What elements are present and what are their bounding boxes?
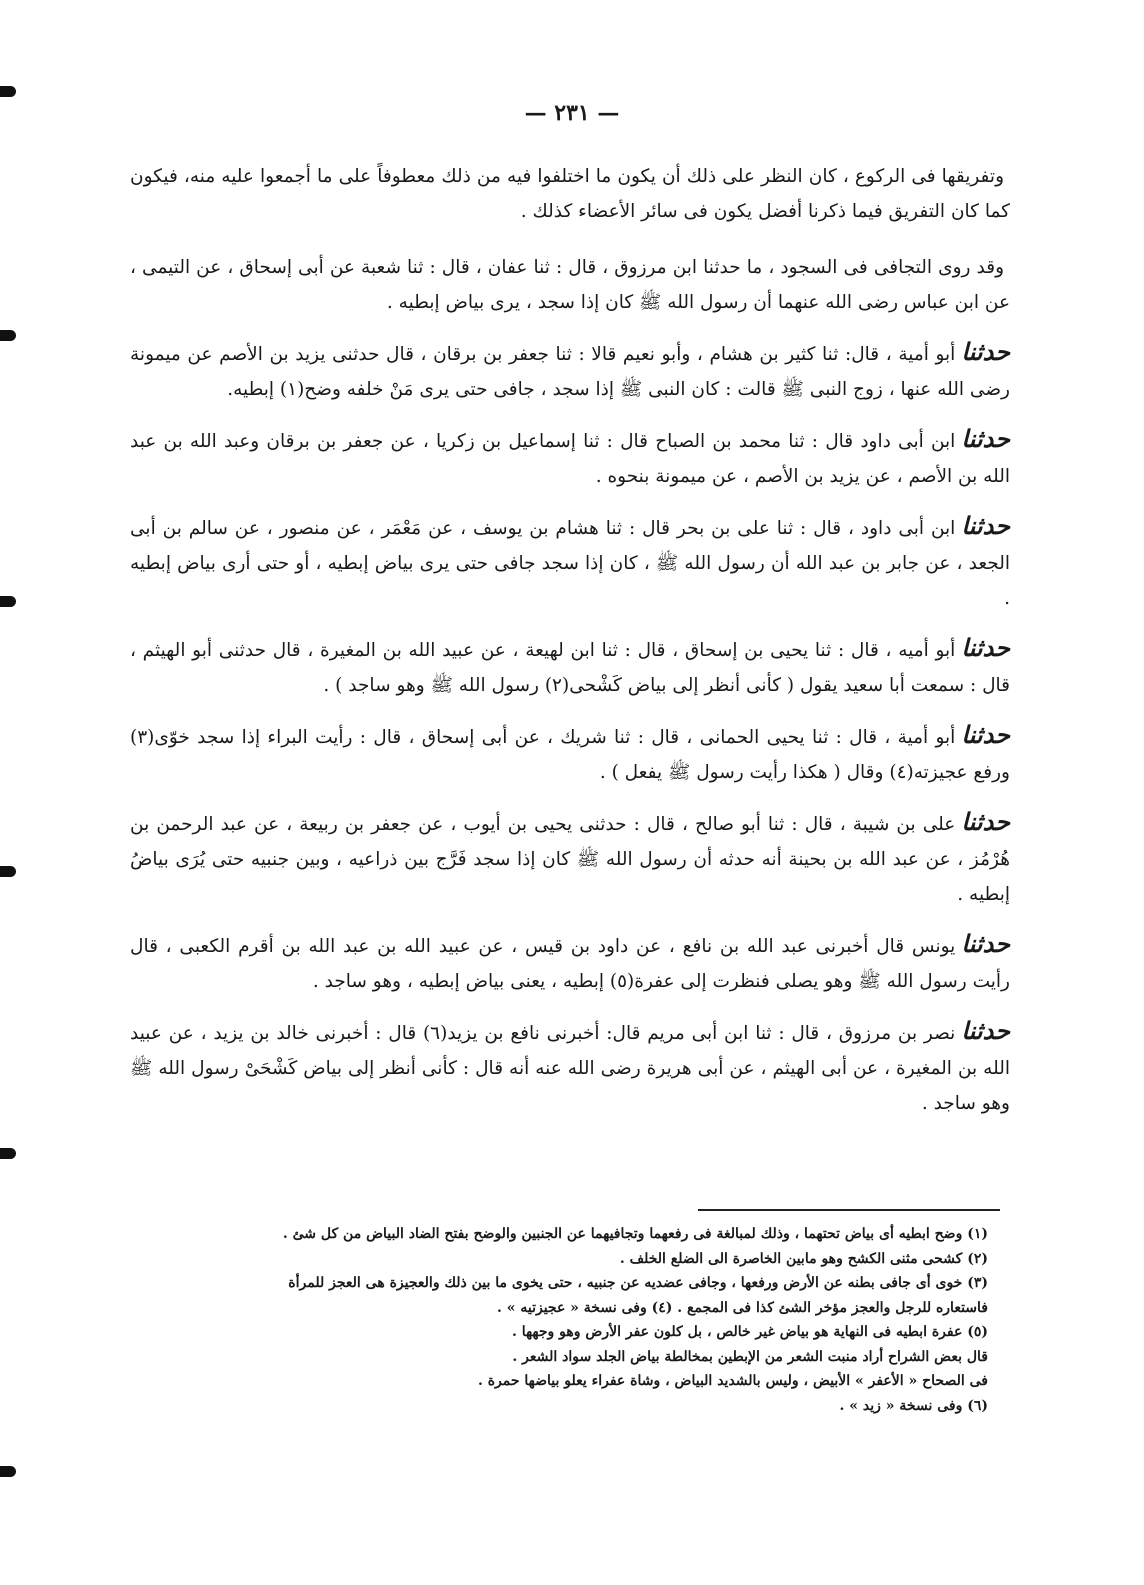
- paragraph-text: وتفريقها فى الركوع ، كان النظر على ذلك أن يكون ما اختلفوا فيه من ذلك معطوفاً على ما أجمعوا عليه منه، فيكون كما كان التفريق فيما ذكرنا أفضل يكون فى سائر الأعضاء كذلك .: [130, 166, 1010, 222]
- paragraph-text: وقد روى التجافى فى السجود ، ما حدثنا ابن مرزوق ، قال : ثنا عفان ، قال : ثنا شعبة عن أبى إسحاق ، عن التيمى ، عن ابن عباس رضى الله عنهما أن رسول الله ﷺ كان إذا سجد ، يرى بياض إبطيه .: [130, 257, 1010, 313]
- scan-edge-mark: [0, 1148, 16, 1159]
- paragraph-text: نصر بن مرزوق ، قال : ثنا ابن أبى مريم قال: أخبرنى نافع بن يزيد(٦) قال : أخبرنى خالد بن يزيد ، عن عبيد الله بن المغيرة ، عن أبى الهيثم ، عن أبى هريرة رضى الله عنه أنه قال : كأنى أنظر إلى بياض كَشْحَىْ رسول الله ﷺ وهو ساجد .: [130, 1023, 1010, 1114]
- footnote: (٣) خوى أى جافى بطنه عن الأرض ورفعها ، وجافى عضديه عن جنبيه ، حتى يخوى ما بين ذلك والعجيزة هى العجز للمرأة: [288, 1275, 988, 1291]
- footnote: (٥) عفرة ابطيه فى النهاية هو بياض غير خالص ، بل كلون عفر الأرض وهو وجهها .: [511, 1324, 988, 1340]
- footnote: (٦) وفى نسخة « زيد » .: [839, 1397, 988, 1414]
- paragraph-text: على بن شيبة ، قال : ثنا أبو صالح ، قال : حدثنى يحيى بن أيوب ، عن جعفر بن ربيعة ، عن عبد الرحمن بن هُرْمُز ، عن عبد الله بن بحينة أنه حدثه أن رسول الله ﷺ كان إذا سجد فَرَّج بين ذراعيه ، وبين جنبيه حتى يُرَى بياضُ إبطيه .: [130, 814, 1010, 905]
- footnote: فى الصحاح « الأعفر » الأبيض ، وليس بالشديد البياض ، وشاة عفراء يعلو بياضها حمرة .: [477, 1373, 988, 1389]
- paragraph: [130, 247, 1010, 320]
- paragraph: [130, 630, 1010, 703]
- page-number: — ٢٣١ —: [524, 100, 620, 126]
- footnote: (٢) كشحى مثنى الكشح وهو مابين الخاصرة الى الضلع الخلف .: [619, 1250, 988, 1267]
- paragraph: [130, 926, 1010, 999]
- footnote: فاستعاره للرجل والعجز مؤخر الشئ كذا فى المجمع . (٤) وفى نسخة « عجيزتيه » .: [496, 1299, 988, 1316]
- paragraph: [130, 334, 1010, 407]
- paragraph-text: ابن أبى داود قال : ثنا محمد بن الصباح قال : ثنا إسماعيل بن زكريا ، عن جعفر بن برقان وعبد الله بن عبد الله بن الأصم ، عن يزيد بن الأصم ، عن ميمونة بنحوه .: [130, 431, 1010, 487]
- footnotes: [130, 1222, 988, 1418]
- hadith-lead-word: حدثنا: [961, 807, 1010, 836]
- hadith-lead-word: حدثنا: [961, 720, 1010, 749]
- scan-edge-mark: [0, 86, 16, 97]
- footnote: قال بعض الشراح أراد منبت الشعر من الإبطين بمخالطة بياض الجلد سواد الشعر .: [512, 1348, 988, 1365]
- paragraph: [130, 156, 1010, 229]
- paragraph: [130, 421, 1010, 494]
- main-text: [130, 156, 1010, 1135]
- scan-edge-mark: [0, 330, 16, 341]
- paragraph: [130, 508, 1010, 616]
- scan-edge-mark: [0, 596, 16, 607]
- paragraph: [130, 717, 1010, 790]
- hadith-lead-word: حدثنا: [961, 929, 1010, 958]
- scan-edge-mark: [0, 1466, 16, 1477]
- hadith-lead-word: حدثنا: [961, 633, 1010, 662]
- hadith-lead-word: حدثنا: [961, 1016, 1010, 1045]
- paragraph-text: أبو أمية ، قال: ثنا كثير بن هشام ، وأبو نعيم قالا : ثنا جعفر بن برقان ، قال حدثنى يزيد بن الأصم عن ميمونة رضى الله عنها ، زوج النبى ﷺ قالت : كان النبى ﷺ إذا سجد ، جافى حتى يرى مَنْ خلفه وضح(١) إبطيه.: [130, 344, 1010, 400]
- paragraph: [130, 804, 1010, 912]
- paragraph-text: أبو أميه ، قال : ثنا يحيى بن إسحاق ، قال : ثنا ابن لهيعة ، عن عبيد الله بن المغيرة ، قال حدثنى أبو الهيثم ، قال : سمعت أبا سعيد يقول ( كأنى أنظر إلى بياض كَشْحى(٢) رسول الله ﷺ وهو ساجد ) .: [130, 640, 1010, 696]
- paragraph: [130, 1013, 1010, 1121]
- scan-edge-mark: [0, 866, 16, 877]
- hadith-lead-word: حدثنا: [961, 511, 1010, 540]
- hadith-lead-word: حدثنا: [961, 424, 1010, 453]
- hadith-lead-word: حدثنا: [961, 337, 1010, 366]
- footnote: (١) وضح ابطيه أى بياض تحتهما ، وذلك لمبالغة فى رفعهما وتجافيهما عن الجنبين والوضح بفتح الضاد البياض من كل شئ .: [282, 1226, 988, 1242]
- paragraph-text: ابن أبى داود ، قال : ثنا على بن بحر قال : ثنا هشام بن يوسف ، عن مَعْمَر ، عن منصور ، عن سالم بن أبى الجعد ، عن جابر بن عبد الله أن رسول الله ﷺ ، كان إذا سجد جافى حتى يرى بياض إبطيه ، أو حتى أرى بياض إبطيه .: [130, 518, 1010, 609]
- footnote-separator: [698, 1209, 1000, 1211]
- paragraph-text: أبو أمية ، قال : ثنا يحيى الحمانى ، قال : ثنا شريك ، عن أبى إسحاق ، قال : رأيت البراء إذا سجد خوّى(٣) ورفع عجيزته(٤) وقال ( هكذا رأيت رسول ﷺ يفعل ) .: [130, 727, 1010, 783]
- paragraph-text: يونس قال أخبرنى عبد الله بن نافع ، عن داود بن قيس ، عن عبيد الله بن عبد الله بن أقرم الكعبى ، قال رأيت رسول الله ﷺ وهو يصلى فنظرت إلى عفرة(٥) إبطيه ، يعنى بياض إبطيه ، وهو ساجد .: [130, 936, 1010, 992]
